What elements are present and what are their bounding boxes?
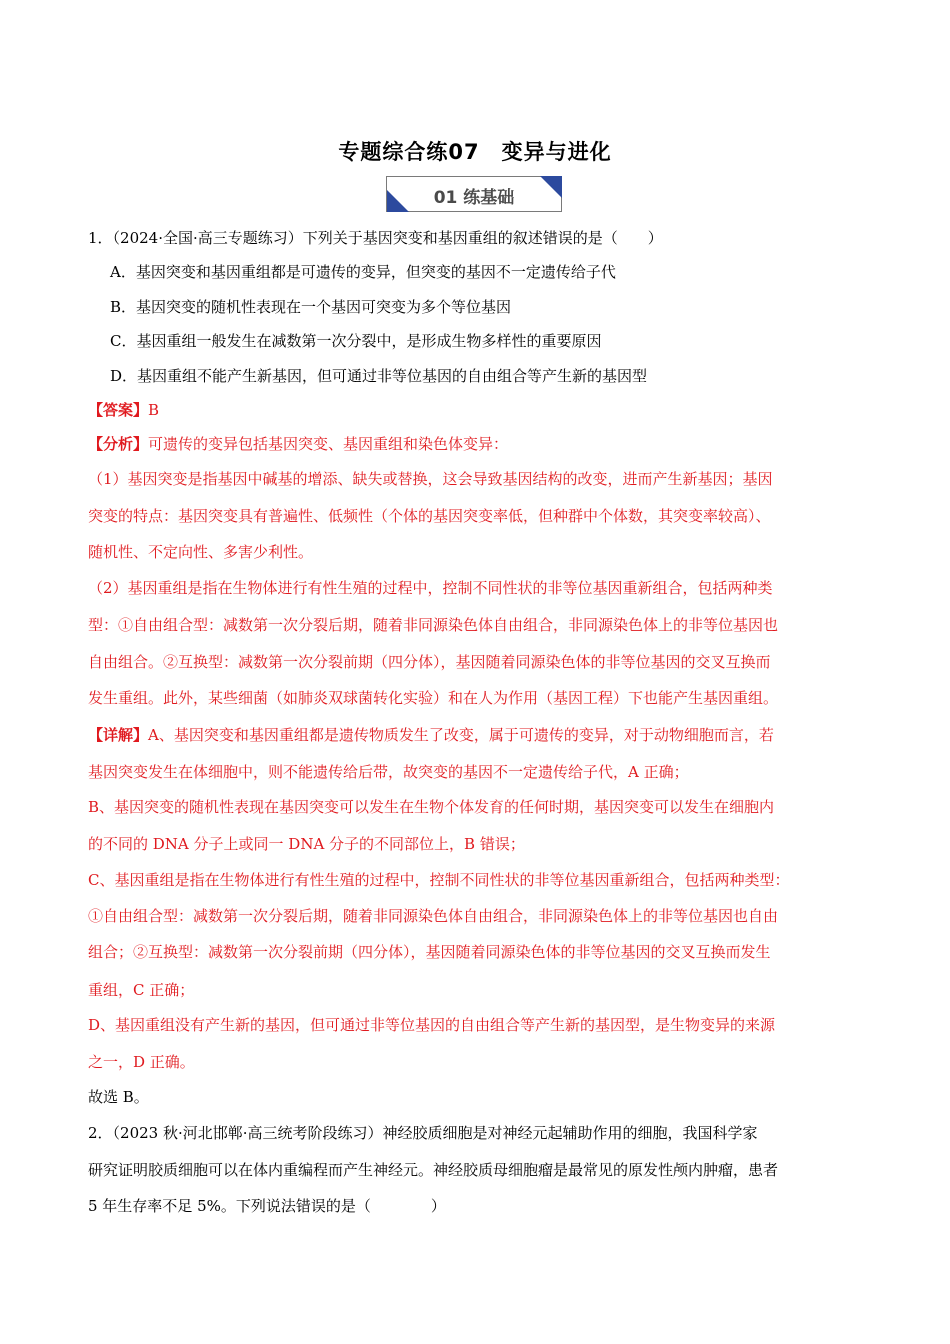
detail-tag: 【详解】 <box>88 726 149 744</box>
question-2-line-3: 5 年生存率不足 5%。下列说法错误的是（ ） <box>88 1197 446 1215</box>
detail-line-3: B、基因突变的随机性表现在基因突变可以发生在生物个体发育的任何时期，基因突变可以发生在细胞内 <box>88 798 775 816</box>
answer-tag: 【答案】 <box>88 401 149 419</box>
conclusion: 故选 B。 <box>88 1088 149 1106</box>
detail-line-10: 之一，D 正确。 <box>88 1053 195 1071</box>
analysis-line-8: 发生重组。此外，某些细菌（如肺炎双球菌转化实验）和在人为作用（基因工程）下也能产生基因重组。 <box>88 689 779 707</box>
question-1-option-b: B．基因突变的随机性表现在一个基因可突变为多个等位基因 <box>110 298 512 316</box>
detail-line-8: 重组，C 正确； <box>88 981 195 999</box>
question-1-option-d: D．基因重组不能产生新基因，但可通过非等位基因的自由组合等产生新的基因型 <box>110 367 648 385</box>
detail-line-1 <box>88 725 774 745</box>
question-1-option-a: A．基因突变和基因重组都是可遗传的变异，但突变的基因不一定遗传给子代 <box>110 263 616 281</box>
question-1-option-c: C．基因重组一般发生在减数第一次分裂中，是形成生物多样性的重要原因 <box>110 332 602 350</box>
question-2-line-1: 2．（2023 秋·河北邯郸·高三统考阶段练习）神经胶质细胞是对神经元起辅助作用的细胞，我国科学家 <box>88 1124 758 1142</box>
section-badge <box>386 176 562 212</box>
question-2-line-2: 研究证明胶质细胞可以在体内重编程而产生神经元。神经胶质母细胞瘤是最常见的原发性颅内肿瘤，患者 <box>88 1161 779 1179</box>
detail-line-9: D、基因重组没有产生新的基因，但可通过非等位基因的自由组合等产生新的基因型，是生物变异的来源 <box>88 1016 776 1034</box>
analysis-line-4: 随机性、不定向性、多害少利性。 <box>88 543 314 561</box>
analysis-tag: 【分析】 <box>88 435 149 453</box>
analysis-line-2: （1）基因突变是指基因中碱基的增添、缺失或替换，这会导致基因结构的改变，进而产生新基因；基因 <box>88 470 773 488</box>
answer-value: B <box>148 401 160 419</box>
analysis-line-3: 突变的特点：基因突变具有普遍性、低频性（个体的基因突变率低，但种群中个体数，其突变率较高）、 <box>88 507 771 525</box>
detail-line-7: 组合；②互换型：减数第一次分裂前期（四分体），基因随着同源染色体的非等位基因的交叉互换而发生 <box>88 943 771 961</box>
analysis-text: 可遗传的变异包括基因突变、基因重组和染色体变异： <box>148 435 509 453</box>
detail-text: A、基因突变和基因重组都是遗传物质发生了改变，属于可遗传的变异，对于动物细胞而言，若 <box>148 726 774 744</box>
badge-label: 01 练基础 <box>433 188 515 208</box>
page-title: 专题综合练07 变异与进化 <box>338 140 612 164</box>
analysis-line-7: 自由组合。②互换型：减数第一次分裂前期（四分体），基因随着同源染色体的非等位基因的交叉互换而 <box>88 653 771 671</box>
analysis-line-5: （2）基因重组是指在生物体进行有性生殖的过程中，控制不同性状的非等位基因重新组合，包括两种类 <box>88 579 773 597</box>
detail-line-5: C、基因重组是指在生物体进行有性生殖的过程中，控制不同性状的非等位基因重新组合，包括两种类型： <box>88 871 790 889</box>
detail-line-2: 基因突变发生在体细胞中，则不能遗传给后带，故突变的基因不一定遗传给子代，A 正确； <box>88 763 689 781</box>
analysis-line-6: 型：①自由组合型：减数第一次分裂后期，随着非同源染色体自由组合，非同源染色体上的非等位基因也 <box>88 616 779 634</box>
answer-line <box>88 400 159 420</box>
detail-line-4: 的不同的 DNA 分子上或同一 DNA 分子的不同部位上，B 错误； <box>88 835 525 853</box>
analysis-line-1 <box>88 434 508 454</box>
question-1-stem: 1．（2024·全国·高三专题练习）下列关于基因突变和基因重组的叙述错误的是（ ） <box>88 229 663 247</box>
detail-line-6: ①自由组合型：减数第一次分裂后期，随着非同源染色体自由组合，非同源染色体上的非等位基因也自由 <box>88 907 779 925</box>
